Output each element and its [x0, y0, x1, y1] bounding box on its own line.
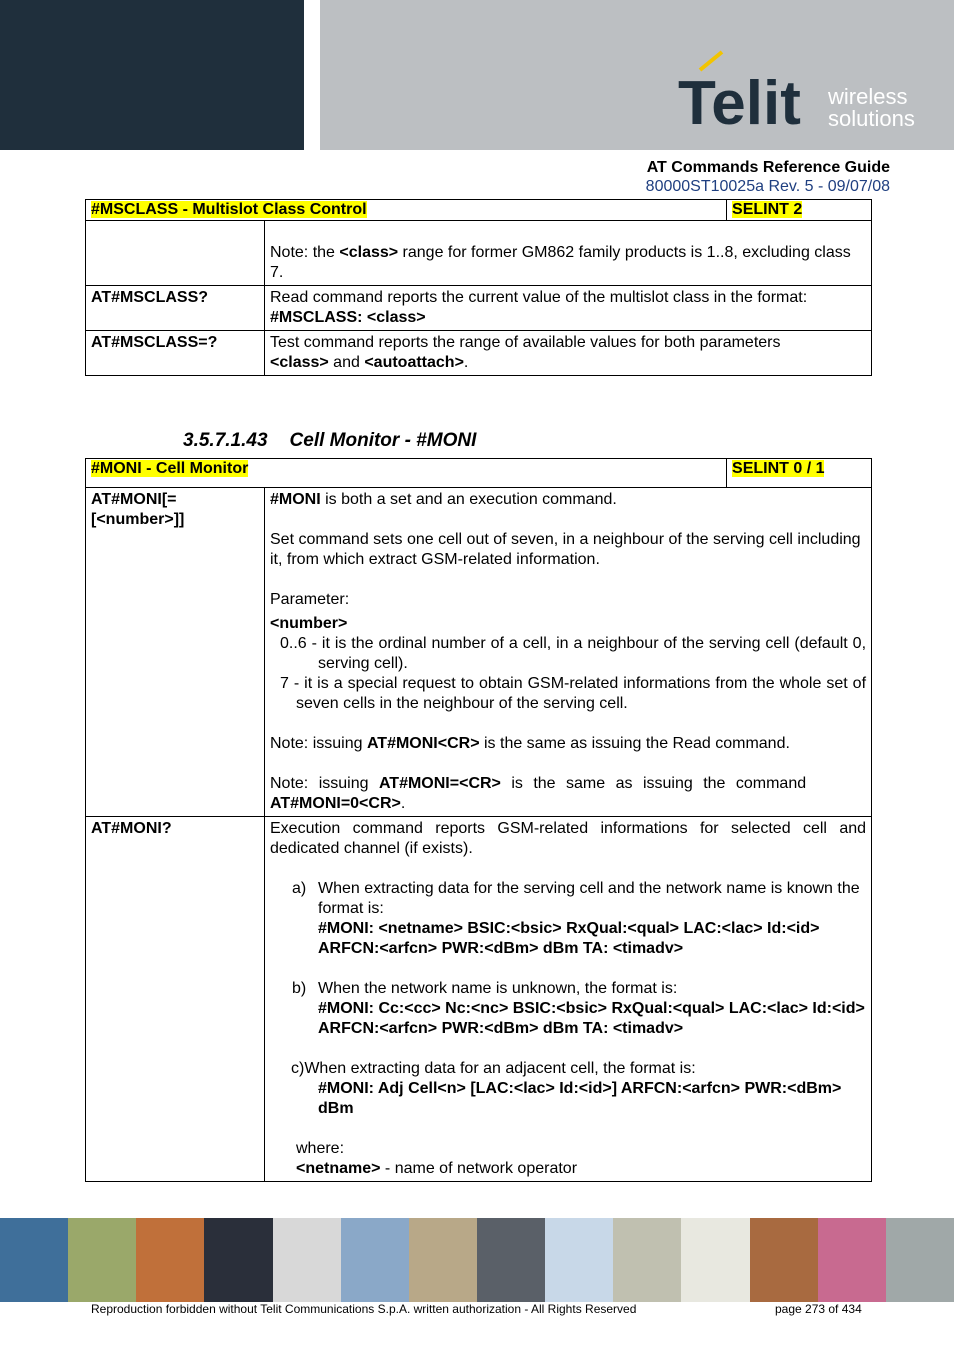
moni-selint: SELINT 0 / 1	[732, 460, 825, 477]
logo-tagline-1: wireless	[828, 84, 908, 109]
footer-page-number: page 273 of 434	[775, 1302, 862, 1316]
moni-param-label: Parameter:	[270, 591, 350, 608]
msclass-note-row	[86, 221, 872, 286]
moni-set-row: AT#MONI[= [<number>]] #MONI is both a set and an execution command. Set command sets one cell out of seven, in a neighbour of the serving cell including it, from which extract GSM-related information. Parameter: <number> 0..6 - it is the ordinal number of a cell, in a neighbour of the serving cell (default 0, serving cell). 7 - it is a special request to obtain GSM-related informations from the whole set of seven cells in the neighbour of the serving cell. Note: issuing AT#MONI<CR> is the same as issuing the Read command. Note: issuing AT#MONI=<CR> is the same as issuing the command AT#MONI=0<CR>.	[86, 488, 872, 817]
moni-exec-desc: Execution command reports GSM-related informations for selected cell and dedicated channel (if exists).	[270, 820, 867, 857]
msclass-title-row	[86, 200, 872, 221]
moni-item-a-format: #MONI: <netname> BSIC:<bsic> RxQual:<qual> LAC:<lac> Id:<id> ARFCN:<arfcn> PWR:<dBm> dBm TA: <timadv>	[318, 920, 820, 957]
msclass-test-cmd: AT#MSCLASS=?	[86, 331, 265, 376]
msclass-table	[85, 199, 872, 376]
moni-netname: <netname> - name of network operator	[296, 1160, 578, 1177]
moni-set-desc: Set command sets one cell out of seven, in a neighbour of the serving cell including it, from which extract GSM-related information.	[270, 531, 861, 568]
moni-item-b-format: #MONI: Cc:<cc> Nc:<nc> BSIC:<bsic> RxQual:<qual> LAC:<lac> Id:<id> ARFCN:<arfcn> PWR:<dBm> dBm TA: <timadv>	[318, 1000, 865, 1037]
telit-logo	[678, 48, 928, 130]
doc-title: AT Commands Reference Guide	[646, 159, 890, 176]
moni-item-c-format: #MONI: Adj Cell<n> [LAC:<lac> Id:<id>] ARFCN:<arfcn> PWR:<dBm> dBm	[318, 1080, 842, 1117]
msclass-test-desc: Test command reports the range of available values for both parameters	[270, 334, 781, 351]
logo-brand: Telit	[678, 69, 801, 130]
footer-rights: Reproduction forbidden without Telit Communications S.p.A. written authorization - All Rights Reserved	[91, 1302, 637, 1316]
msclass-test-row: AT#MSCLASS=? Test command reports the range of available values for both parameters <class> and <autoattach>.	[86, 331, 872, 376]
moni-table	[85, 458, 872, 1182]
moni-where: where:	[296, 1140, 345, 1157]
moni-item-c: c)When extracting data for an adjacent cell, the format is:	[291, 1060, 696, 1077]
moni-item-a: a) When extracting data for the serving cell and the network name is known the format is: #MONI: <netname> BSIC:<bsic> RxQual:<qual> LAC:<lac> Id:<id> ARFCN:<arfcn> PWR:<dBm> dBm TA: <timadv>	[270, 879, 866, 959]
logo-tagline-2: solutions	[828, 106, 915, 130]
moni-note-2: Note: issuing AT#MONI=<CR> is the same as issuing the command AT#MONI=0<CR>.	[270, 775, 807, 812]
moni-title: #MONI - Cell Monitor	[91, 460, 249, 477]
section-title: Cell Monitor - #MONI	[289, 430, 477, 451]
moni-param-value-7: 7 - it is a special request to obtain GSM-related informations from the whole set of seven cells in the neighbour of the serving cell.	[280, 675, 867, 712]
moni-param-value-0-6: 0..6 - it is the ordinal number of a cell, in a neighbour of the serving cell (default 0, serving cell).	[280, 635, 867, 672]
footer-image-strip	[0, 1218, 954, 1302]
moni-exec-row	[86, 817, 872, 1182]
header-dark-panel	[0, 0, 304, 150]
section-heading	[183, 430, 476, 452]
msclass-selint: SELINT 2	[732, 201, 803, 218]
msclass-read-row	[86, 286, 872, 331]
moni-note-1: Note: issuing AT#MONI<CR> is the same as issuing the Read command.	[270, 735, 790, 752]
msclass-read-desc: Read command reports the current value of the multislot class in the format:	[270, 289, 808, 306]
section-number: 3.5.7.1.43	[183, 430, 268, 451]
moni-set-cmd: AT#MONI[= [<number>]]	[86, 488, 265, 817]
moni-item-b: b) When the network name is unknown, the format is: #MONI: Cc:<cc> Nc:<nc> BSIC:<bsic> RxQual:<qual> LAC:<lac> Id:<id> ARFCN:<arfcn> PWR:<dBm> dBm TA: <timadv>	[292, 980, 865, 1037]
moni-exec-cmd: AT#MONI?	[86, 817, 265, 1182]
doc-reference: 80000ST10025a Rev. 5 - 09/07/08	[645, 178, 890, 195]
logo-swoosh	[700, 52, 722, 70]
msclass-note: Note: the <class> range for former GM862 family products is 1..8, excluding class 7.	[270, 244, 851, 281]
moni-title-row	[86, 459, 872, 488]
msclass-read-cmd: AT#MSCLASS?	[86, 286, 265, 331]
msclass-title: #MSCLASS - Multislot Class Control	[91, 201, 367, 218]
msclass-read-format: #MSCLASS: <class>	[270, 309, 426, 326]
moni-param-name: <number>	[270, 615, 348, 632]
